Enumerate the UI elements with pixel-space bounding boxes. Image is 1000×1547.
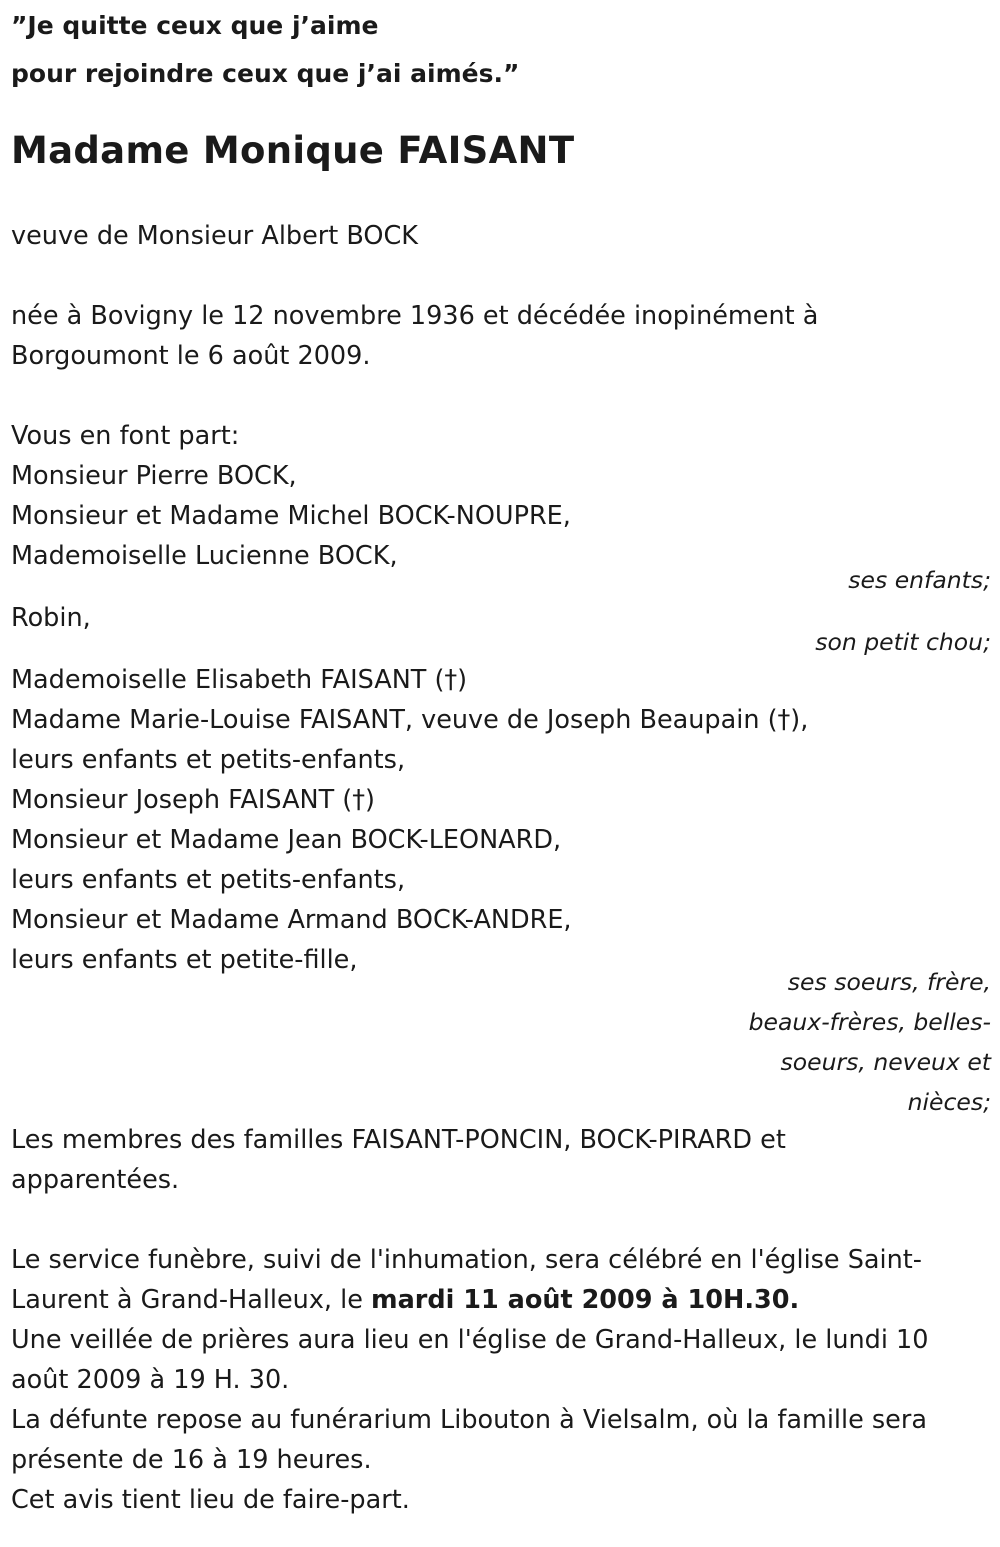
child-2: Monsieur et Madame Michel BOCK-NOUPRE, bbox=[11, 501, 571, 531]
rest-line-1: La défunte repose au funérarium Libouton à Vielsalm, où la famille sera bbox=[11, 1405, 927, 1435]
children-relation: ses enfants; bbox=[848, 566, 991, 594]
death-notice bbox=[11, 0, 991, 1520]
sibling-line-1: Mademoiselle Elisabeth FAISANT (†) bbox=[11, 665, 468, 695]
grandchild-relation: son petit chou; bbox=[815, 628, 991, 656]
siblings-list bbox=[11, 660, 991, 980]
siblings-relation-line-1: ses soeurs, frère, bbox=[787, 968, 991, 996]
siblings-relation-line-4: nièces; bbox=[907, 1088, 991, 1116]
announcers-intro: Vous en font part: bbox=[11, 421, 240, 451]
sibling-line-5: Monsieur et Madame Jean BOCK-LEONARD, bbox=[11, 825, 562, 855]
siblings-relation-line-2: beaux-frères, belles- bbox=[748, 1008, 991, 1036]
closing-line: Cet avis tient lieu de faire-part. bbox=[11, 1485, 410, 1515]
child-3: Mademoiselle Lucienne BOCK, bbox=[11, 541, 398, 571]
sibling-line-2: Madame Marie-Louise FAISANT, veuve de Joseph Beaupain (†), bbox=[11, 705, 809, 735]
grandchild-name: Robin, bbox=[11, 603, 91, 633]
child-1: Monsieur Pierre BOCK, bbox=[11, 461, 297, 491]
sibling-line-4: Monsieur Joseph FAISANT (†) bbox=[11, 785, 375, 815]
service-line-2 bbox=[11, 1280, 991, 1320]
families-line-2: apparentées. bbox=[11, 1165, 180, 1195]
siblings-relation bbox=[731, 962, 991, 1122]
birth-death-line-2: Borgoumont le 6 août 2009. bbox=[11, 341, 371, 371]
service-datetime: mardi 11 août 2009 à 10H.30. bbox=[371, 1285, 800, 1315]
birth-death-line-1: née à Bovigny le 12 novembre 1936 et décédée inopinément à bbox=[11, 301, 819, 331]
service-line-2-prefix: Laurent à Grand-Halleux, le bbox=[11, 1285, 372, 1315]
sibling-line-6: leurs enfants et petits-enfants, bbox=[11, 865, 406, 895]
page-title: Madame Monique FAISANT bbox=[11, 129, 575, 172]
service-line-1: Le service funèbre, suivi de l'inhumation, sera célébré en l'église Saint- bbox=[11, 1245, 922, 1275]
sibling-line-8: leurs enfants et petite-fille, bbox=[11, 945, 358, 975]
sibling-line-7: Monsieur et Madame Armand BOCK-ANDRE, bbox=[11, 905, 572, 935]
birth-death-paragraph bbox=[11, 296, 991, 376]
epigraph-quote bbox=[11, 2, 991, 98]
sibling-line-3: leurs enfants et petits-enfants, bbox=[11, 745, 406, 775]
rest-line-2: présente de 16 à 19 heures. bbox=[11, 1445, 372, 1475]
quote-line-2: pour rejoindre ceux que j’ai aimés.” bbox=[11, 59, 520, 88]
vigil-line-1: Une veillée de prières aura lieu en l'église de Grand-Halleux, le lundi 10 bbox=[11, 1325, 929, 1355]
families-line-1: Les membres des familles FAISANT-PONCIN, BOCK-PIRARD et bbox=[11, 1125, 786, 1155]
service-paragraph bbox=[11, 1240, 991, 1520]
quote-line-1: ”Je quitte ceux que j’aime bbox=[11, 11, 379, 40]
widow-of-line: veuve de Monsieur Albert BOCK bbox=[11, 221, 419, 251]
families-paragraph bbox=[11, 1120, 991, 1200]
vigil-line-2: août 2009 à 19 H. 30. bbox=[11, 1365, 290, 1395]
siblings-relation-line-3: soeurs, neveux et bbox=[780, 1048, 991, 1076]
announcers-section bbox=[11, 416, 991, 576]
